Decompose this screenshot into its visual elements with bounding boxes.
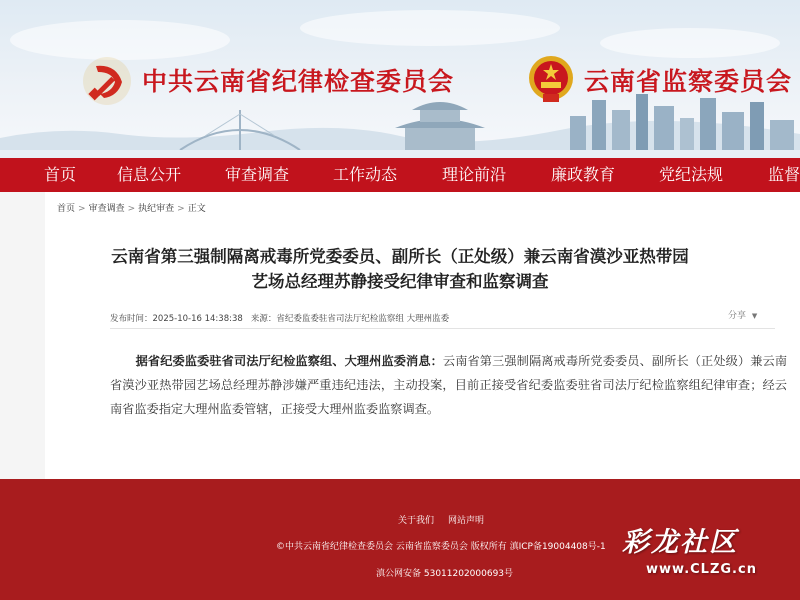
watermark-url: www.CLZG.cn xyxy=(646,562,757,577)
nav-item-home[interactable]: 首页 xyxy=(44,165,77,184)
supervisory-commission-title: 云南省监察委员会 xyxy=(584,67,793,96)
nav-item-theory[interactable]: 理论前沿 xyxy=(442,165,507,184)
breadcrumb-discipline-review[interactable]: 执纪审查 xyxy=(138,204,175,214)
publish-time: 2025-10-16 14:38:38 xyxy=(152,314,243,324)
watermark-title: 彩龙社区 xyxy=(622,527,738,558)
nav-item-review-investigation[interactable]: 审查调查 xyxy=(225,165,290,184)
cloud-decoration xyxy=(600,28,780,58)
footer-copyright: ©中共云南省纪律检查委员会 云南省监察委员会 版权所有 滇ICP备19004408号-1 xyxy=(276,542,606,552)
source-label: 来源： xyxy=(250,314,277,324)
article-meta xyxy=(110,312,449,324)
main-nav xyxy=(0,158,800,192)
breadcrumb-review-investigation[interactable]: 审查调查 xyxy=(88,204,125,214)
article-title: 云南省第三强制隔离戒毒所党委委员、副所长（正处级）兼云南省漠沙亚热带园艺场总经理苏静接受纪律审查和监察调查 xyxy=(111,247,689,291)
share-button[interactable] xyxy=(728,308,757,321)
article-body xyxy=(110,349,787,421)
watermark xyxy=(622,520,792,590)
footer-links xyxy=(398,513,498,526)
meta-divider xyxy=(110,328,775,329)
national-emblem-icon xyxy=(528,54,574,104)
share-label: 分享 xyxy=(728,311,747,321)
page-margin xyxy=(0,192,45,479)
breadcrumb-separator: > xyxy=(127,204,136,214)
share-dropdown-icon: ▼ xyxy=(751,312,758,320)
breadcrumb-home[interactable]: 首页 xyxy=(57,204,76,214)
footer-link-about[interactable]: 关于我们 xyxy=(398,516,435,526)
nav-item-info-disclosure[interactable]: 信息公开 xyxy=(117,165,182,184)
nav-item-work-news[interactable]: 工作动态 xyxy=(333,165,398,184)
site-header xyxy=(0,0,800,158)
breadcrumb-separator: > xyxy=(177,204,185,214)
article-source: 省纪委监委驻省司法厅纪检监察组 大理州监委 xyxy=(276,314,450,324)
breadcrumb-separator: > xyxy=(78,204,86,214)
nav-item-integrity-education[interactable]: 廉政教育 xyxy=(551,165,616,184)
breadcrumb xyxy=(57,201,206,214)
footer-link-statement[interactable]: 网站声明 xyxy=(448,516,485,526)
nav-item-supervision[interactable]: 监督 xyxy=(768,165,800,184)
cloud-decoration xyxy=(10,20,230,60)
article-card xyxy=(45,192,800,479)
publish-time-label: 发布时间： xyxy=(110,314,153,324)
cloud-decoration xyxy=(300,10,560,46)
party-emblem-icon xyxy=(82,56,132,106)
nav-item-regulations[interactable]: 党纪法规 xyxy=(659,165,724,184)
article-lead: 据省纪委监委驻省司法厅纪检监察组、大理州监委消息： xyxy=(135,354,443,368)
article-body-text: 云南省第三强制隔离戒毒所党委委员、副所长（正处级）兼云南省漠沙亚热带园艺场总经理苏静涉嫌严重违纪违法，主动投案，目前正接受省纪委监委驻省司法厅纪检监察组纪律审查；经云南省监委指定大理州监委管辖，正接受大理州监委监察调查。 xyxy=(110,354,788,416)
breadcrumb-current: 正文 xyxy=(187,204,206,214)
footer-icp: 滇公网安备 53011202000693号 xyxy=(376,569,514,579)
party-commission-title: 中共云南省纪律检查委员会 xyxy=(142,67,455,96)
